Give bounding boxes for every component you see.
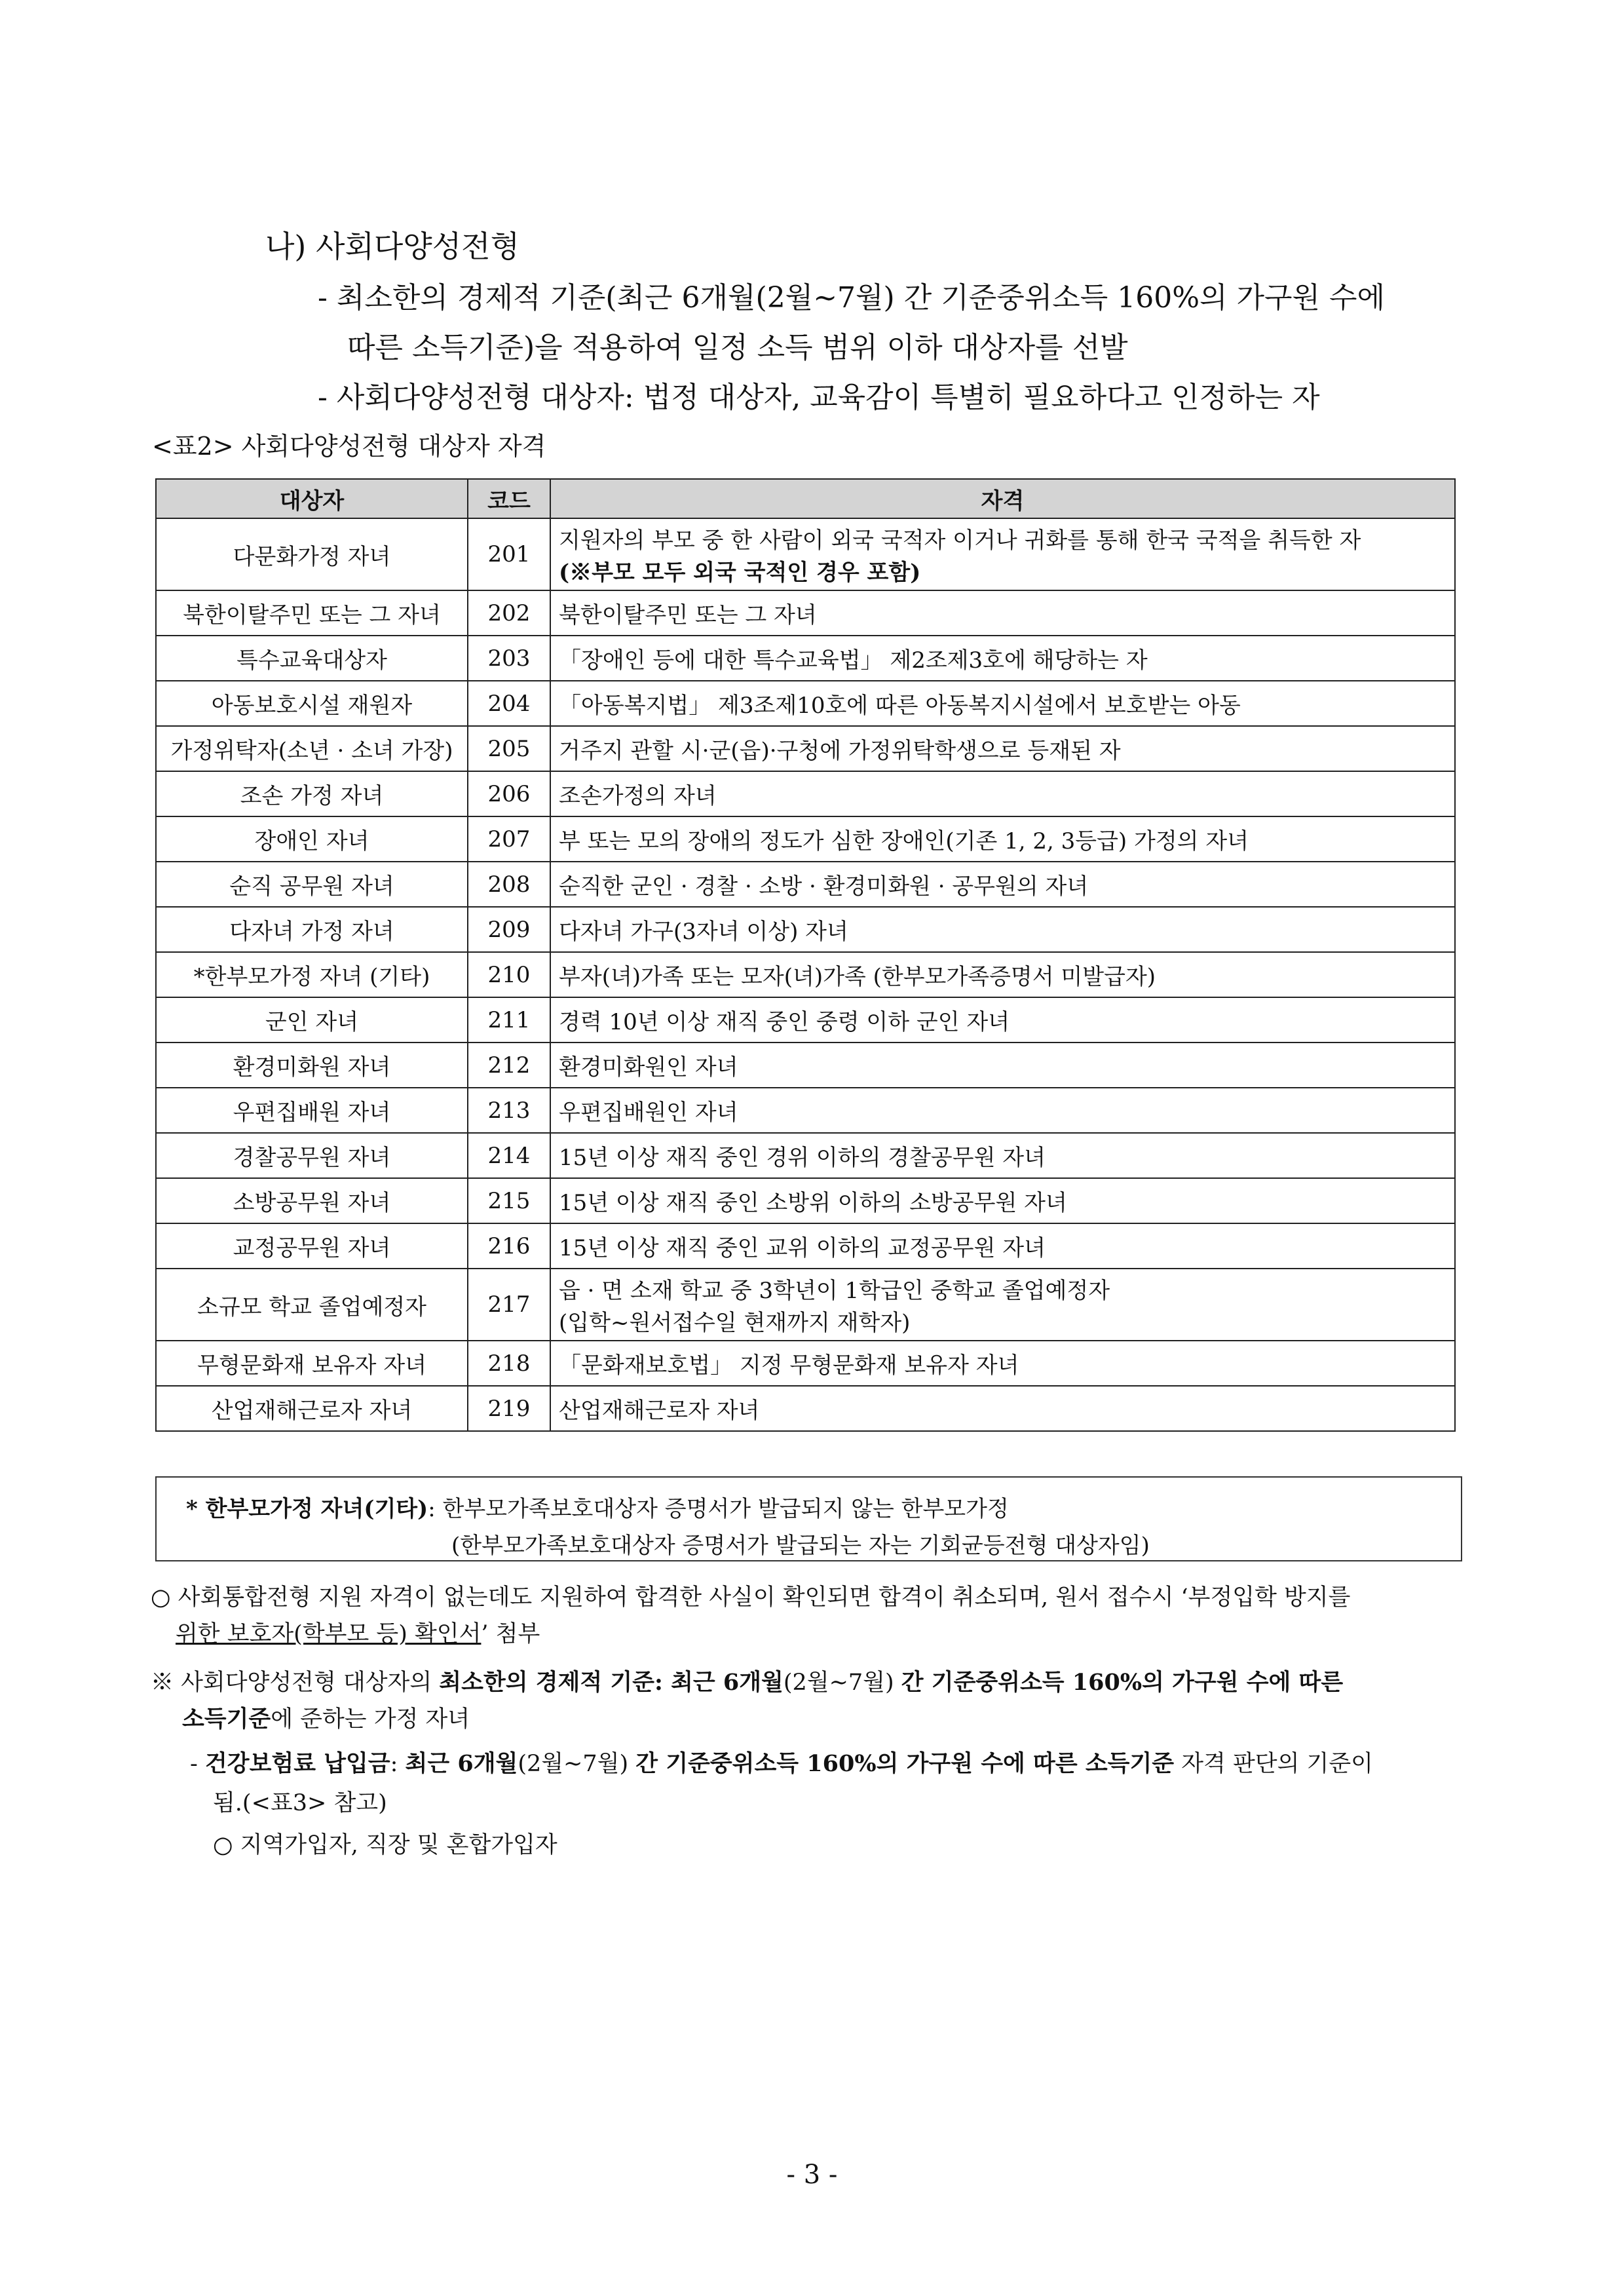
note-line-1 (186, 1491, 1009, 1523)
para-text: ※ 사회다양성전형 대상자의 (151, 1670, 440, 1696)
bullet-target-definition: - 사회다양성전형 대상자: 법정 대상자, 교육감이 특별히 필요하다고 인정하는 자 (318, 381, 1320, 414)
para-text: (2월~7월) (783, 1670, 901, 1696)
section-heading: 나) 사회다양성전형 (265, 229, 520, 264)
para-bold: 간 기준중위소득 160%의 가구원 수에 따른 소득기준 (635, 1750, 1175, 1777)
para-insurance-cont: 됨.(<표3> 참고) (213, 1790, 387, 1816)
header-code: 코드 (468, 479, 550, 518)
row-code: 206 (468, 771, 550, 816)
table-row (156, 997, 1455, 1043)
row-code: 217 (468, 1269, 550, 1341)
row-code: 205 (468, 726, 550, 771)
para-insurance (190, 1746, 1373, 1778)
row-qualification: 산업재해근로자 자녀 (550, 1386, 1455, 1431)
row-qualification: 북한이탈주민 또는 그 자녀 (550, 590, 1455, 636)
qual-line-bold: (※부모 모두 외국 국적인 경우 포함) (559, 560, 921, 586)
row-code: 204 (468, 681, 550, 726)
row-code: 209 (468, 907, 550, 952)
para-bold: 간 기준중위소득 160%의 가구원 수에 따른 (901, 1669, 1344, 1696)
table-row (156, 636, 1455, 681)
para-bold: 최소한의 경제적 기준: 최근 6개월 (439, 1669, 784, 1696)
para-subscribers: ○ 지역가입자, 직장 및 혼합가입자 (213, 1832, 557, 1858)
row-qualification: 15년 이상 재직 중인 교위 이하의 교정공무원 자녀 (550, 1223, 1455, 1269)
eligibility-table (155, 478, 1456, 1432)
table-row (156, 726, 1455, 771)
note-text: : 한부모가족보호대상자 증명서가 발급되지 않는 한부모가정 (428, 1496, 1009, 1522)
row-target: 장애인 자녀 (156, 816, 468, 862)
table-row (156, 1133, 1455, 1178)
row-target: 산업재해근로자 자녀 (156, 1386, 468, 1431)
row-code: 218 (468, 1341, 550, 1386)
table-row (156, 1341, 1455, 1386)
row-qualification: 경력 10년 이상 재직 중인 중령 이하 군인 자녀 (550, 997, 1455, 1043)
row-qualification: 순직한 군인 · 경찰 · 소방 · 환경미화원 · 공무원의 자녀 (550, 862, 1455, 907)
row-target: 소규모 학교 졸업예정자 (156, 1269, 468, 1341)
table-row (156, 1178, 1455, 1223)
row-target: 다문화가정 자녀 (156, 518, 468, 590)
para-text: (2월~7월) (518, 1751, 636, 1777)
para-cancellation-cont (176, 1616, 540, 1649)
row-code: 202 (468, 590, 550, 636)
para-bold: 소득기준 (182, 1706, 271, 1732)
row-qualification: 다자녀 가구(3자녀 이상) 자녀 (550, 907, 1455, 952)
row-qualification: 환경미화원인 자녀 (550, 1043, 1455, 1088)
note-label: * 한부모가정 자녀(기타) (186, 1496, 428, 1522)
bullet-economic-criteria: - 최소한의 경제적 기준(최근 6개월(2월~7월) 간 기준중위소득 160%의 가구원 수에 (318, 281, 1385, 315)
table-header-row (156, 479, 1455, 518)
row-target: 소방공무원 자녀 (156, 1178, 468, 1223)
table-row (156, 518, 1455, 590)
table-row (156, 681, 1455, 726)
page-number: - 3 - (786, 2160, 838, 2190)
row-code: 212 (468, 1043, 550, 1088)
header-target: 대상자 (156, 479, 468, 518)
bullet-economic-criteria-cont: 따른 소득기준)을 적용하여 일정 소득 범위 이하 대상자를 선발 (347, 331, 1128, 364)
row-code: 219 (468, 1386, 550, 1431)
row-qualification: 「문화재보호법」 지정 무형문화재 보유자 자녀 (550, 1341, 1455, 1386)
table-row (156, 816, 1455, 862)
row-qualification: 부자(녀)가족 또는 모자(녀)가족 (한부모가족증명서 미발급자) (550, 952, 1455, 997)
row-qualification: 조손가정의 자녀 (550, 771, 1455, 816)
row-target: 경찰공무원 자녀 (156, 1133, 468, 1178)
note-line-2: (한부모가족보호대상자 증명서가 발급되는 자는 기회균등전형 대상자임) (451, 1533, 1150, 1559)
row-code: 208 (468, 862, 550, 907)
row-target: 무형문화재 보유자 자녀 (156, 1341, 468, 1386)
table-row (156, 907, 1455, 952)
row-qualification: 거주지 관할 시·군(읍)·구청에 가정위탁학생으로 등재된 자 (550, 726, 1455, 771)
header-qualification: 자격 (550, 479, 1455, 518)
para-text: 에 준하는 가정 자녀 (271, 1706, 470, 1732)
row-code: 216 (468, 1223, 550, 1269)
row-target: 교정공무원 자녀 (156, 1223, 468, 1269)
qual-line: (입학~원서접수일 현재까지 재학자) (559, 1310, 911, 1336)
row-target: 아동보호시설 재원자 (156, 681, 468, 726)
row-target: 조손 가정 자녀 (156, 771, 468, 816)
row-code: 211 (468, 997, 550, 1043)
table-row (156, 1088, 1455, 1133)
para-text: : (390, 1751, 406, 1777)
row-code: 201 (468, 518, 550, 590)
row-qualification: 15년 이상 재직 중인 소방위 이하의 소방공무원 자녀 (550, 1178, 1455, 1223)
row-target: 우편집배원 자녀 (156, 1088, 468, 1133)
table-row (156, 1043, 1455, 1088)
para-bold: 최근 6개월 (405, 1750, 518, 1777)
para-text: - (190, 1751, 205, 1777)
row-target: 북한이탈주민 또는 그 자녀 (156, 590, 468, 636)
para-text: ’ 첨부 (481, 1621, 540, 1647)
table-row (156, 1386, 1455, 1431)
row-code: 213 (468, 1088, 550, 1133)
qual-line: 읍 · 면 소재 학교 중 3학년이 1학급인 중학교 졸업예정자 (559, 1278, 1110, 1304)
row-qualification: 우편집배원인 자녀 (550, 1088, 1455, 1133)
confirmation-form-name: 위한 보호자(학부모 등) 확인서 (176, 1621, 482, 1647)
row-qualification (550, 518, 1455, 590)
row-code: 215 (468, 1178, 550, 1223)
table-row (156, 862, 1455, 907)
row-target: 다자녀 가정 자녀 (156, 907, 468, 952)
row-target: 특수교육대상자 (156, 636, 468, 681)
table-caption: <표2> 사회다양성전형 대상자 자격 (152, 432, 546, 461)
para-cancellation: ○ 사회통합전형 지원 자격이 없는데도 지원하여 합격한 사실이 확인되면 합격이 취소되며, 원서 접수시 ‘부정입학 방지를 (151, 1584, 1351, 1611)
row-code: 214 (468, 1133, 550, 1178)
note-box (155, 1476, 1462, 1561)
row-code: 203 (468, 636, 550, 681)
row-qualification: 부 또는 모의 장애의 정도가 심한 장애인(기존 1, 2, 3등급) 가정의 자녀 (550, 816, 1455, 862)
row-qualification: 15년 이상 재직 중인 경위 이하의 경찰공무원 자녀 (550, 1133, 1455, 1178)
table-row (156, 1223, 1455, 1269)
table-row (156, 952, 1455, 997)
row-qualification: 「아동복지법」 제3조제10호에 따른 아동복지시설에서 보호받는 아동 (550, 681, 1455, 726)
para-economic-note (151, 1664, 1343, 1697)
qual-line: 지원자의 부모 중 한 사람이 외국 국적자 이거나 귀화를 통해 한국 국적을 취득한 자 (559, 527, 1361, 554)
row-code: 210 (468, 952, 550, 997)
row-qualification: 「장애인 등에 대한 특수교육법」 제2조제3호에 해당하는 자 (550, 636, 1455, 681)
row-target: 환경미화원 자녀 (156, 1043, 468, 1088)
row-target: 순직 공무원 자녀 (156, 862, 468, 907)
row-qualification (550, 1269, 1455, 1341)
row-target: 군인 자녀 (156, 997, 468, 1043)
table-row (156, 590, 1455, 636)
row-target: *한부모가정 자녀 (기타) (156, 952, 468, 997)
table-row (156, 771, 1455, 816)
para-economic-note-cont (182, 1701, 470, 1734)
para-bold: 건강보험료 납입금 (204, 1750, 390, 1777)
table-row (156, 1269, 1455, 1341)
row-target: 가정위탁자(소년 · 소녀 가장) (156, 726, 468, 771)
para-text: 자격 판단의 기준이 (1174, 1751, 1373, 1777)
row-code: 207 (468, 816, 550, 862)
